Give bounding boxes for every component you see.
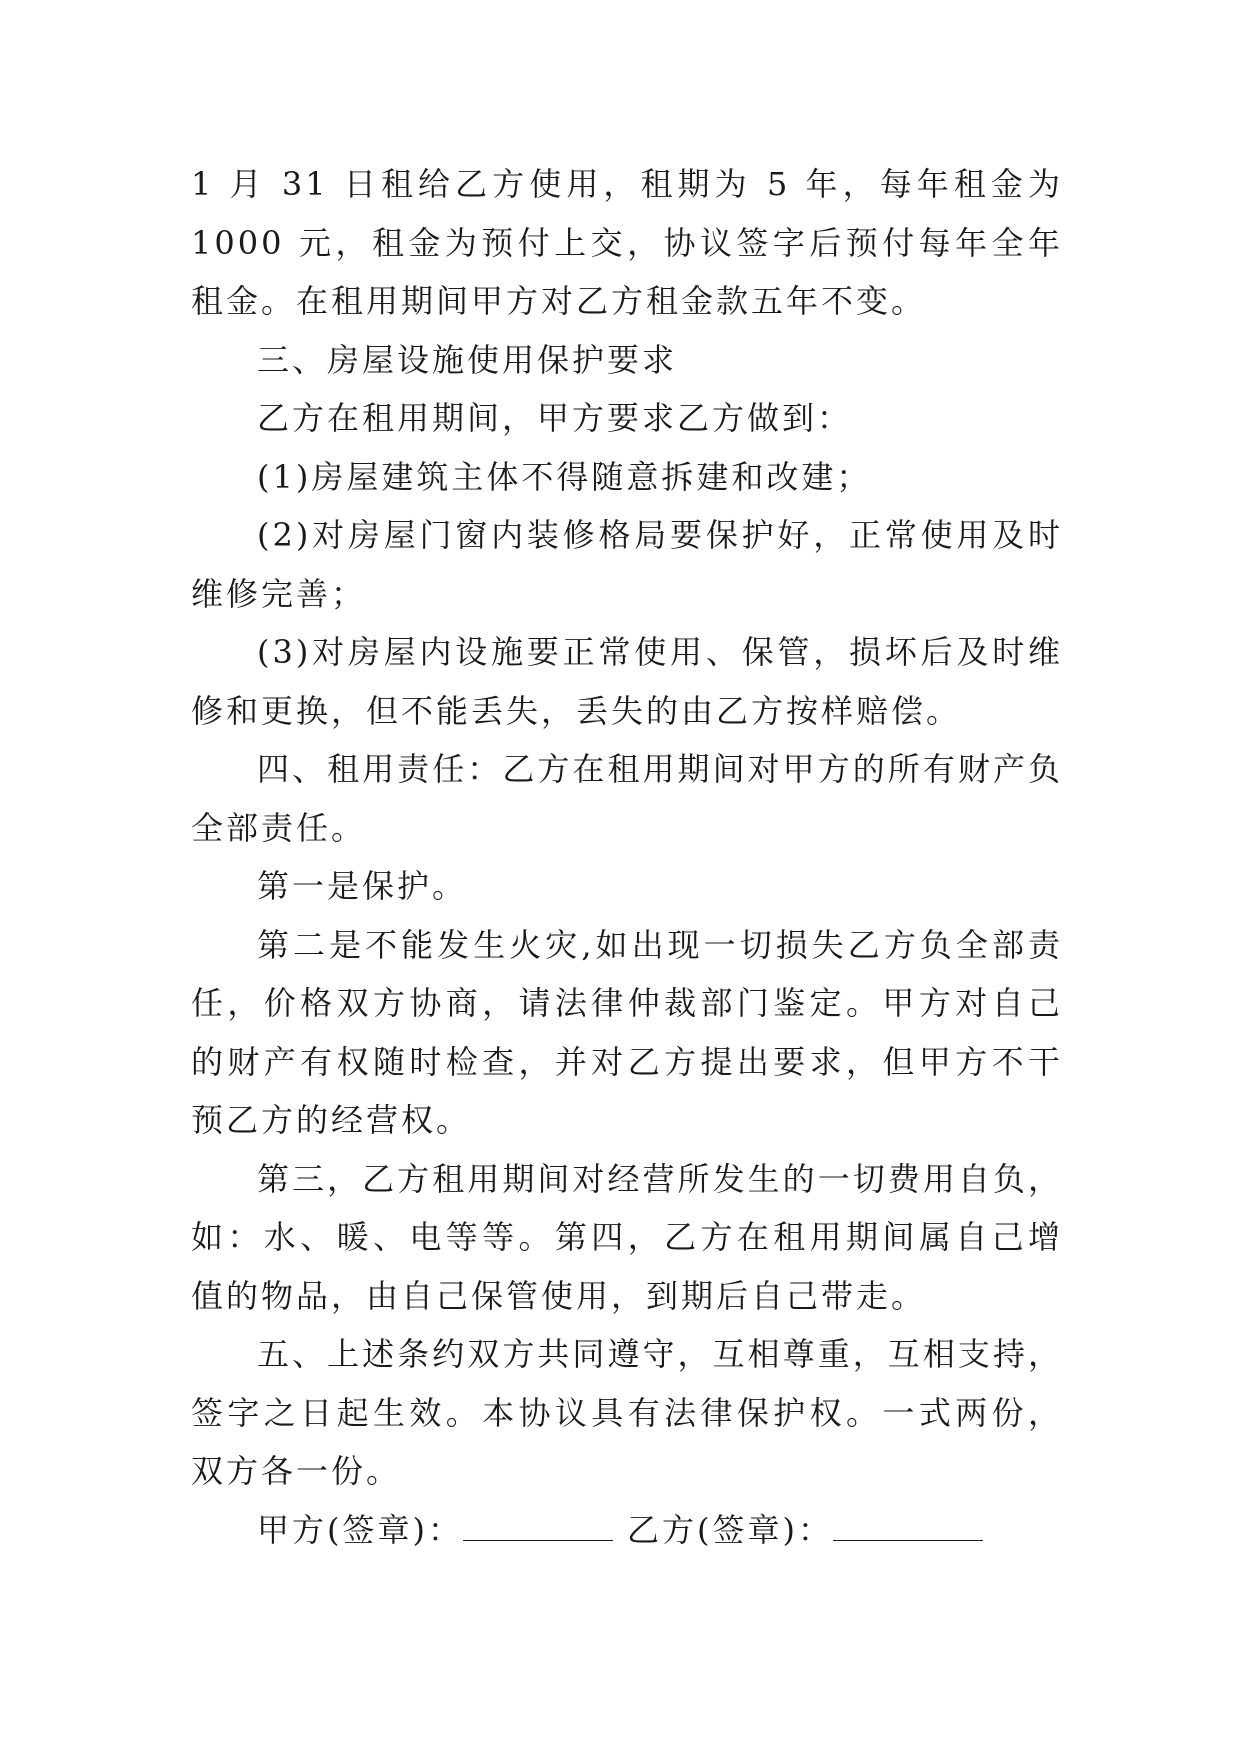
list-item-3: (3)对房屋内设施要正常使用、保管，损坏后及时维修和更换，但不能丢失，丢失的由乙方按样赔偿。 [191, 633, 1063, 730]
party-a-signature-blank [463, 1510, 613, 1541]
signature-line [191, 1501, 1063, 1560]
paragraph-first: 第一是保护。 [257, 867, 468, 905]
list-item-2: (2)对房屋门窗内装修格局要保护好，正常使用及时维修完善； [191, 516, 1063, 613]
paragraph-rent-terms: 1 月 31 日租给乙方使用，租期为 5 年，每年租金为 1000 元，租金为预付上交，协议签字后预付每年全年租金。在租用期间甲方对乙方租金款五年不变。 [191, 165, 1063, 320]
section-heading-effect: 五、上述条约双方共同遵守，互相尊重，互相支持，签字之日起生效。本协议具有法律保护权。一式两份，双方各一份。 [191, 1335, 1063, 1490]
party-a-signature-label: 甲方(签章)： [257, 1510, 463, 1549]
party-b-signature-label: 乙方(签章)： [626, 1510, 833, 1549]
paragraph-second: 第二是不能发生火灾,如出现一切损失乙方负全部责任，价格双方协商，请法律仲裁部门鉴定。甲方对自己的财产有权随时检查，并对乙方提出要求，但甲方不干预乙方的经营权。 [191, 925, 1063, 1139]
list-item-1: (1)房屋建筑主体不得随意拆建和改建； [257, 457, 872, 496]
party-b-signature-blank [833, 1510, 983, 1541]
paragraph-third-fourth: 第三，乙方租用期间对经营所发生的一切费用自负，如：水、暖、电等等。第四，乙方在租用期间属自己增值的物品，由自己保管使用，到期后自己带走。 [191, 1159, 1063, 1315]
section-heading-facilities: 三、房屋设施使用保护要求 [257, 340, 678, 379]
paragraph-requirements-intro: 乙方在租用期间，甲方要求乙方做到： [257, 399, 853, 437]
document-body [191, 155, 1063, 1559]
section-heading-responsibility: 四、租用责任：乙方在租用期间对甲方的所有财产负全部责任。 [191, 750, 1063, 847]
